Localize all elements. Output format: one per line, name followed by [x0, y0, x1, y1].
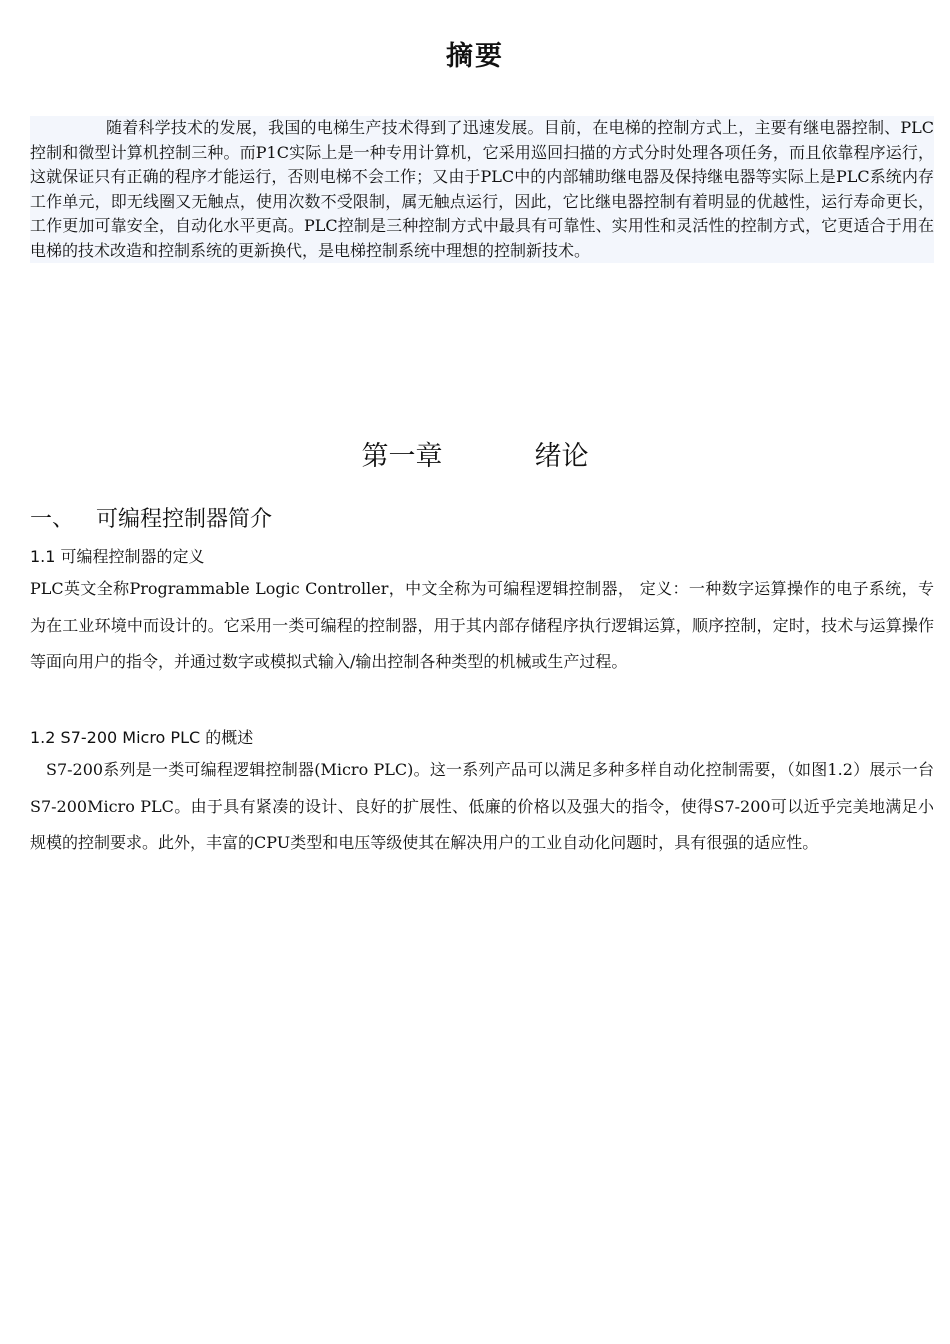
abstract-title: 摘要	[446, 41, 504, 72]
chapter-name: 绪论	[534, 441, 589, 472]
chapter-title	[0, 434, 950, 473]
section-title: 可编程控制器简介	[96, 507, 273, 532]
subsection-heading-1-2: 1.2 S7-200 Micro PLC 的概述	[30, 728, 254, 747]
chapter-label: 第一章	[361, 441, 443, 472]
section-number: 一、	[30, 507, 75, 532]
abstract-paragraph: 随着科学技术的发展，我国的电梯生产技术得到了迅速发展。目前，在电梯的控制方式上，主要有继电器控制、PLC控制和微型计算机控制三种。而P1C实际上是一种专用计算机，它采用巡回扫描的方式分时处理各项任务，而且依靠程序运行，这就保证只有正确的程序才能运行，否则电梯不会工作；又由于PLC中的内部辅助继电器及保持继电器等实际上是PLC系统内存工作单元，即无线圈又无触点，使用次数不受限制，属无触点运行，因此，它比继电器控制有着明显的优越性，运行寿命更长，工作更加可靠安全，自动化水平更高。PLC控制是三种控制方式中最具有可靠性、实用性和灵活性的控制方式，它更适合于用在电梯的技术改造和控制系统的更新换代，是电梯控制系统中理想的控制新技术。	[30, 116, 934, 263]
subsection-heading-1-1: 1.1 可编程控制器的定义	[30, 547, 205, 566]
section-heading	[30, 502, 272, 533]
subsection-paragraph-1-2: S7-200系列是一类可编程逻辑控制器(Micro PLC)。这一系列产品可以满足多种多样自动化控制需要，（如图1.2）展示一台S7-200Micro PLC。由于具有紧凑的设计、良好的扩展性、低廉的价格以及强大的指令，使得S7-200可以近乎完美地满足小规模的控制要求。此外，丰富的CPU类型和电压等级使其在解决用户的工业自动化问题时，具有很强的适应性。	[30, 760, 934, 852]
subsection-paragraph-1-1: PLC英文全称Programmable Logic Controller，中文全称为可编程逻辑控制器， 定义：一种数字运算操作的电子系统，专为在工业环境中而设计的。它采用一类可编程的控制器，用于其内部存储程序执行逻辑运算，顺序控制，定时，技术与运算操作等面向用户的指令，并通过数字或模拟式输入/输出控制各种类型的机械或生产过程。	[30, 579, 934, 671]
